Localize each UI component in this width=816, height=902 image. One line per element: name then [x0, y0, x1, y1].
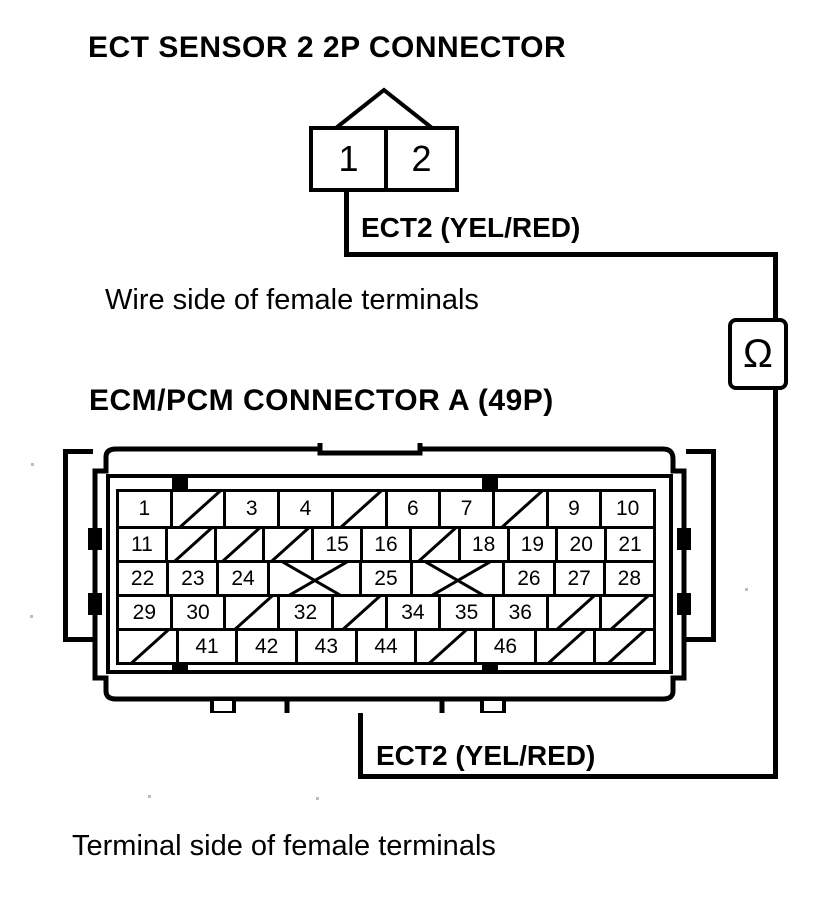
terminal-blank	[267, 563, 360, 594]
terminal-22: 22	[130, 566, 155, 590]
terminal-41: 41	[176, 631, 236, 662]
terminal-row-5	[119, 628, 653, 662]
terminal-row-1	[119, 492, 653, 526]
ect-connector-tab-icon	[330, 84, 440, 130]
terminal-blank	[599, 597, 653, 628]
terminal-11: 11	[131, 532, 153, 556]
terminal-42: 42	[235, 631, 295, 662]
scan-speck	[31, 463, 34, 466]
terminal-26: 26	[502, 563, 552, 594]
terminal-19: 19	[507, 529, 556, 560]
terminal-row-3	[119, 560, 653, 594]
terminal-16: 16	[360, 529, 409, 560]
terminal-24: 24	[216, 563, 266, 594]
ecm-terminal-grid	[116, 489, 656, 665]
terminal-blank	[165, 529, 214, 560]
terminal-side-caption: Terminal side of female terminals	[72, 830, 496, 862]
terminal-blank	[331, 492, 385, 526]
ecm-left-wire-top	[63, 449, 93, 454]
terminal-blank	[214, 529, 263, 560]
terminal-3: 3	[223, 492, 277, 526]
terminal-row-4	[119, 594, 653, 628]
scan-speck	[148, 795, 151, 798]
terminal-4: 4	[277, 492, 331, 526]
ecm-left-wire-vertical	[63, 449, 68, 642]
ohmmeter-icon	[728, 318, 788, 390]
terminal-30: 30	[170, 597, 224, 628]
scan-speck	[30, 615, 33, 618]
terminal-blank	[414, 631, 474, 662]
terminal-row-2	[119, 526, 653, 560]
ecm-right-wire-bottom	[686, 637, 716, 642]
terminal-blank	[119, 631, 176, 662]
terminal-32: 32	[277, 597, 331, 628]
terminal-blank	[593, 631, 653, 662]
scan-speck	[316, 797, 319, 800]
meter-wire-top	[773, 252, 778, 322]
terminal-7: 7	[438, 492, 492, 526]
ect2-bottom-wire-horizontal	[358, 774, 778, 779]
ect2-wire-vertical	[344, 192, 349, 256]
terminal-10: 10	[599, 492, 653, 526]
ecm-connector-title: ECM/PCM CONNECTOR A (49P)	[89, 384, 554, 417]
terminal-blank	[546, 597, 600, 628]
terminal-29: 29	[132, 600, 157, 624]
ecm-connector-body	[72, 443, 707, 713]
ect-connector-title: ECT SENSOR 2 2P CONNECTOR	[88, 31, 567, 64]
terminal-35: 35	[438, 597, 492, 628]
wire-side-caption: Wire side of female terminals	[105, 284, 479, 316]
ect-connector-body	[309, 126, 459, 192]
terminal-blank	[170, 492, 224, 526]
ohm-symbol: Ω	[743, 332, 773, 376]
terminal-15: 15	[311, 529, 360, 560]
scan-speck	[745, 588, 748, 591]
ect2-wire-horizontal	[344, 252, 778, 257]
terminal-blank	[534, 631, 594, 662]
terminal-blank	[262, 529, 311, 560]
terminal-blank	[409, 529, 458, 560]
ect2-label-bottom: ECT2 (YEL/RED)	[376, 740, 596, 771]
terminal-21: 21	[604, 529, 653, 560]
terminal-blank	[331, 597, 385, 628]
ect2-bottom-wire-vertical	[358, 713, 363, 779]
terminal-18: 18	[458, 529, 507, 560]
terminal-36: 36	[492, 597, 546, 628]
ecm-right-wire-vertical	[711, 449, 716, 642]
meter-wire-bottom	[773, 386, 778, 779]
terminal-25: 25	[359, 563, 409, 594]
terminal-1: 1	[138, 497, 151, 520]
ect-pin-1: 1	[338, 138, 359, 179]
terminal-27: 27	[553, 563, 603, 594]
terminal-9: 9	[546, 492, 600, 526]
terminal-23: 23	[166, 563, 216, 594]
terminal-34: 34	[385, 597, 439, 628]
terminal-43: 43	[295, 631, 355, 662]
terminal-blank	[410, 563, 503, 594]
ecm-left-wire-bottom	[63, 637, 93, 642]
ect2-label-top: ECT2 (YEL/RED)	[361, 212, 581, 243]
terminal-6: 6	[385, 492, 439, 526]
terminal-46: 46	[474, 631, 534, 662]
terminal-blank	[223, 597, 277, 628]
ect-pin-2: 2	[384, 130, 455, 188]
terminal-20: 20	[555, 529, 604, 560]
terminal-44: 44	[355, 631, 415, 662]
terminal-blank	[492, 492, 546, 526]
terminal-28: 28	[603, 563, 653, 594]
